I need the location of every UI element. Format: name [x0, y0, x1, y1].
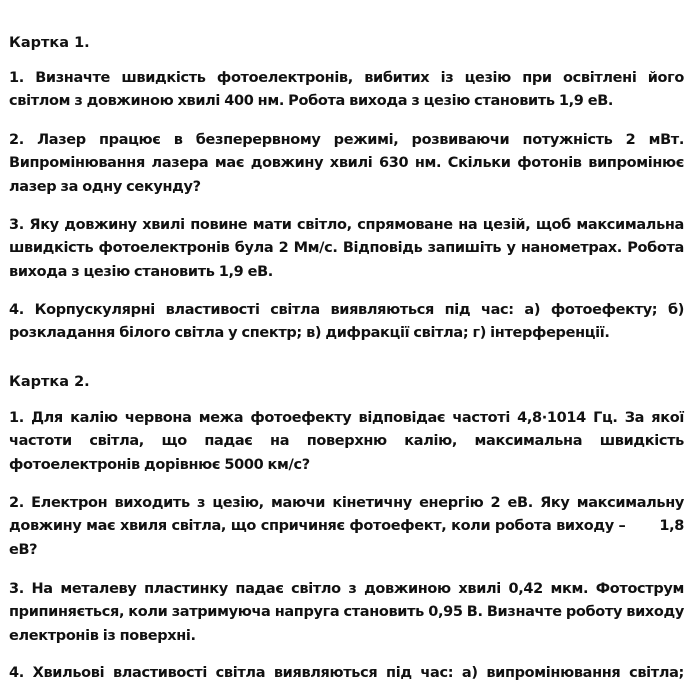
card-2-question-4: 4. Хвильові властивості світла виявляються під час: а) випромінювання світла;: [9, 665, 684, 681]
card-2-title: Картка 2.: [9, 374, 90, 390]
card-1-question-2: 2. Лазер працює в безперервному режимі, розвиваючи потужність 2 мВт. Випромінювання лазера має довжину хвилі 630 нм. Скільки фотонів випромінює лазер за одну секунду?: [9, 132, 684, 195]
card-2-question-2: [9, 492, 684, 562]
card-1-question-1: 1. Визначте швидкість фотоелектронів, вибитих із цезію при освітлені його світлом з довжиною хвилі 400 нм. Робота вихода з цезію становить 1,9 еВ.: [9, 70, 684, 110]
card-2-question-2-text: 2. Електрон виходить з цезію, маючи кінетичну енергію 2 еВ. Яку максимальну довжину має хвиля світла, що спричиняє фотоефект, коли робота виходу –: [9, 495, 684, 535]
card-1-question-4: 4. Корпускулярні властивості світла виявляються під час: а) фотоефекту; б) розкладання білого світла у спектр; в) дифракції світла; г) інтерференції.: [9, 302, 684, 342]
card-2-question-1: 1. Для калію червона межа фотоефекту відповідає частоті 4,8·1014 Гц. За якої частоти світла, що падає на поверхню калію, максимальна швидкість фотоелектронів дорівнює 5000 км/с?: [9, 410, 684, 473]
card-2-question-3: 3. На металеву пластинку падає світло з довжиною хвилі 0,42 мкм. Фотострум припиняється, коли затримуюча напруга становить 0,95 В. Визначте роботу виходу електронів із поверхні.: [9, 581, 684, 644]
card-1-title: Картка 1.: [9, 35, 90, 51]
card-2-question-2-value: 1,8 еВ?: [9, 518, 684, 558]
card-1-question-3: 3. Яку довжину хвилі повине мати світло, спрямоване на цезій, щоб максимальна швидкість фотоелектронів була 2 Мм/с. Відповідь запишіть у нанометрах. Робота вихода з цезію становить 1,9 еВ.: [9, 217, 684, 280]
